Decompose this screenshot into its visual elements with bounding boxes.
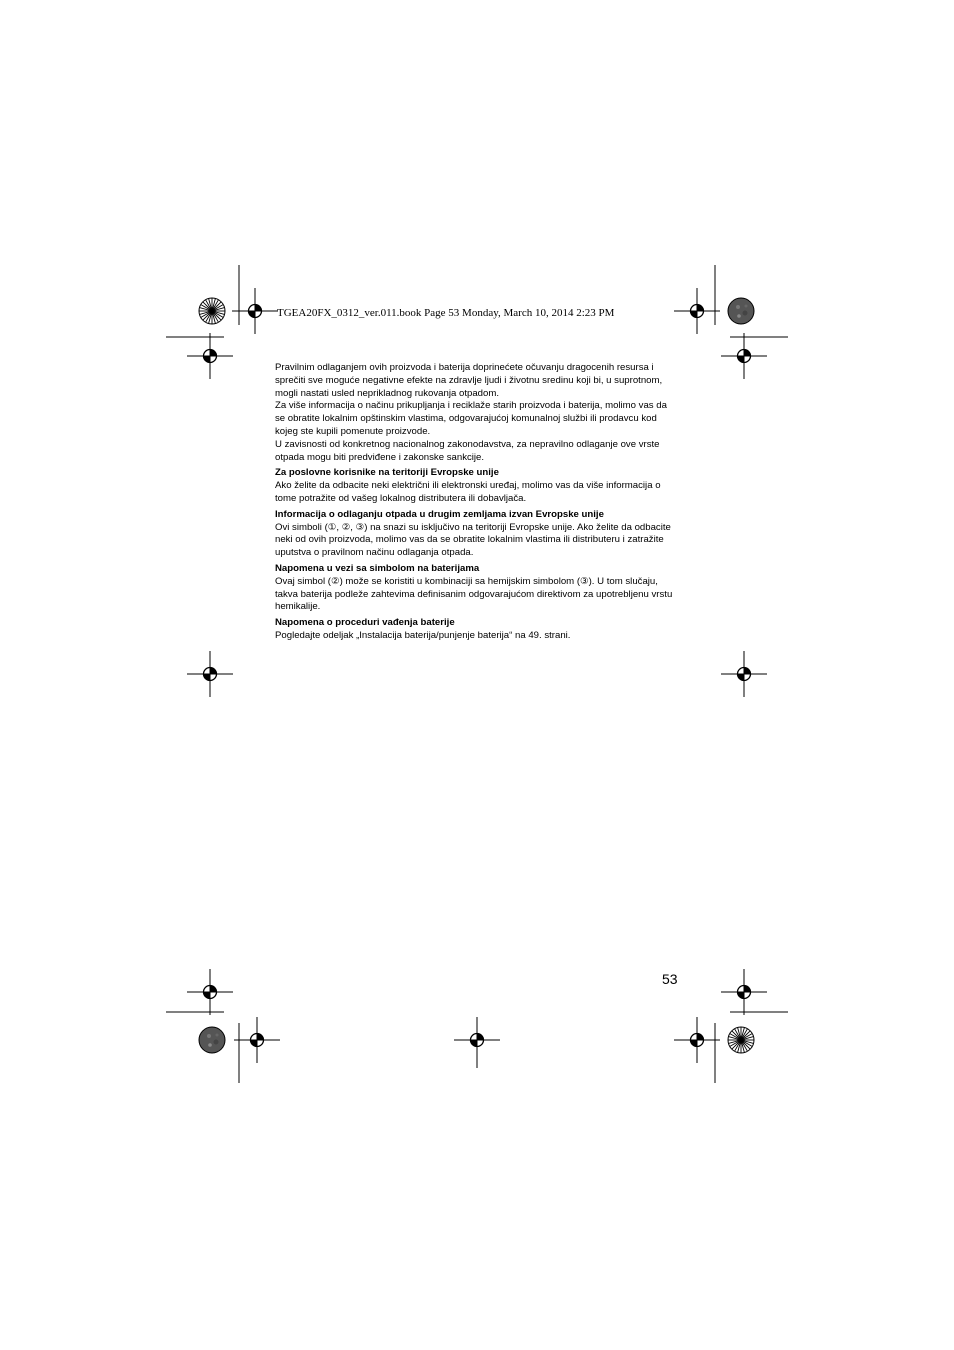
heading-battery-removal: Napomena o proceduri vađenja baterije <box>275 617 455 629</box>
paragraph-outside-eu: Ovi simboli (①, ②, ③) na snazi su isključivo na teritoriji Evropske unije. Ako želite da odbacite neki od ovih proizvoda, molimo vas da se obratite lokalnim vlastima ili distributeru i zatražite uputstva o pravilnom načinu odlaganja otpada. <box>275 521 671 559</box>
paragraph-sanctions: U zavisnosti od konkretnog nacionalnog zakonodavstva, za nepravilno odlaganje ove vrste otpada mogu biti predviđene i zakonske sankcije. <box>275 438 660 463</box>
paragraph-disposal-benefits: Pravilnim odlaganjem ovih proizvoda i baterija doprinećete očuvanju dragocenih resursa i sprečiti sve moguće negativne efekte na zdravlje ljudi i životnu sredinu koji bi, u suprotnom, mogli nastati usled neprikladnog rukovanja otpadom. <box>275 362 663 399</box>
paragraph-more-info: Za više informacija o načinu prikupljanja i reciklaže starih proizvoda i baterija, molimo vas da se obratite lokalnim opštinskim vlastima, odgovarajućoj komunalnoj službi ili prodavcu kod kojeg ste kupili pomenute proizvode. <box>275 400 667 437</box>
page-number: 53 <box>662 971 678 987</box>
heading-business-users: Za poslovne korisnike na teritoriji Evropske unije <box>275 467 499 479</box>
paragraph-business-users: Ako želite da odbacite neki električni ili elektronski uređaj, molimo vas da više informacija o tome potražite od vašeg lokalnog distributera ili dobavljača. <box>275 480 661 504</box>
paragraph-battery-symbol: Ovaj simbol (②) može se koristiti u kombinaciji sa hemijskim simbolom (③). U tom slučaju, takva baterija podleže zahtevima definisanim odgovarajućom direktivom za upotrebljenu vrstu hemikalije. <box>275 575 673 613</box>
heading-battery-symbol: Napomena u vezi sa simbolom na baterijama <box>275 562 480 574</box>
heading-outside-eu: Informacija o odlaganju otpada u drugim zemljama izvan Evropske unije <box>275 508 604 520</box>
page-content <box>275 362 679 643</box>
paragraph-battery-removal: Pogledajte odeljak „Instalacija baterija/punjenje baterija“ na 49. strani. <box>275 629 571 641</box>
book-header-line: TGEA20FX_0312_ver.011.book Page 53 Monday, March 10, 2014 2:23 PM <box>277 307 615 319</box>
